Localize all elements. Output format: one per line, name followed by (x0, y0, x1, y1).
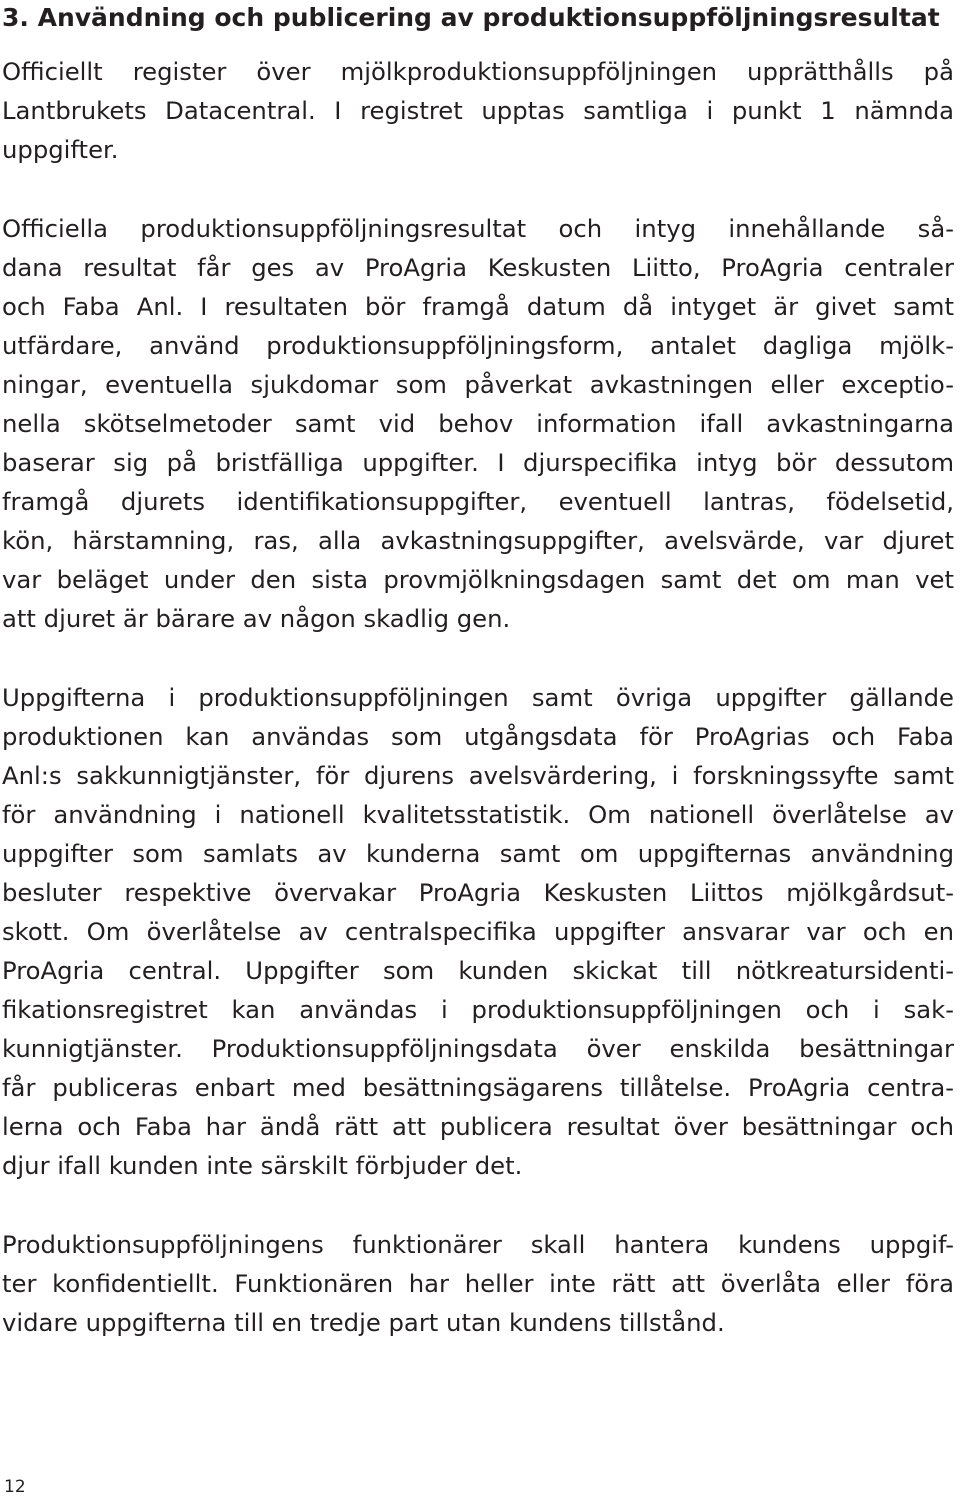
text-line: lerna och Faba har ändå rätt att publicera resultat över besättningar och (2, 1112, 954, 1141)
text-line: fikationsregistret kan användas i produktionsuppföljningen och i sak- (2, 995, 954, 1024)
text-line: Lantbrukets Datacentral. I registret upptas samtliga i punkt 1 nämnda (2, 96, 954, 125)
text-line: var beläget under den sista provmjölkningsdagen samt det om man vet (2, 565, 954, 594)
text-line: utfärdare, använd produktionsuppföljningsform, antalet dagliga mjölk- (2, 331, 954, 360)
text-line: ter konfidentiellt. Funktionären har heller inte rätt att överlåta eller föra (2, 1269, 954, 1298)
paragraph-confidentiality (2, 1225, 954, 1342)
text-line: skott. Om överlåtelse av centralspecifika uppgifter ansvarar var och en (2, 917, 954, 946)
text-line: nella skötselmetoder samt vid behov information ifall avkastningarna (2, 409, 954, 438)
text-line: ningar, eventuella sjukdomar som påverkat avkastningen eller exceptio- (2, 370, 954, 399)
text-line: djur ifall kunden inte särskilt förbjuder det. (2, 1151, 523, 1180)
text-line: kön, härstamning, ras, alla avkastningsuppgifter, avelsvärde, var djuret (2, 526, 954, 555)
section-heading: 3. Användning och publicering av produktionsuppföljningsresultat (2, 3, 940, 32)
text-line: dana resultat får ges av ProAgria Keskusten Liitto, ProAgria centraler (2, 253, 954, 282)
text-line: uppgifter som samlats av kunderna samt om uppgifternas användning (2, 839, 954, 868)
text-line: uppgifter. (2, 135, 119, 164)
text-line: Officiella produktionsuppföljningsresultat och intyg innehållande så- (2, 214, 954, 243)
paragraph-data-usage (2, 678, 954, 1185)
paragraph-register (2, 52, 954, 169)
text-line: att djuret är bärare av någon skadlig gen. (2, 604, 511, 633)
text-line: besluter respektive övervakar ProAgria Keskusten Liittos mjölkgårdsut- (2, 878, 954, 907)
text-line: får publiceras enbart med besättningsägarens tillåtelse. ProAgria centra- (2, 1073, 954, 1102)
text-line: och Faba Anl. I resultaten bör framgå datum då intyget är givet samt (2, 292, 954, 321)
page-number: 12 (4, 1477, 26, 1497)
text-line: framgå djurets identifikationsuppgifter, eventuell lantras, födelsetid, (2, 487, 954, 516)
text-line: Anl:s sakkunnigtjänster, för djurens avelsvärdering, i forskningssyfte samt (2, 761, 954, 790)
text-line: Officiellt register över mjölkproduktionsuppföljningen upprätthålls på (2, 57, 954, 86)
text-line: produktionen kan användas som utgångsdata för ProAgrias och Faba (2, 722, 954, 751)
text-line: vidare uppgifterna till en tredje part utan kundens tillstånd. (2, 1308, 725, 1337)
text-line: Uppgifterna i produktionsuppföljningen samt övriga uppgifter gällande (2, 683, 954, 712)
text-line: baserar sig på bristfälliga uppgifter. I djurspecifika intyg bör dessutom (2, 448, 954, 477)
text-line: ProAgria central. Uppgifter som kunden skickat till nötkreatursidenti- (2, 956, 954, 985)
text-line: för användning i nationell kvalitetsstatistik. Om nationell överlåtelse av (2, 800, 954, 829)
paragraph-official-results (2, 209, 954, 638)
text-line: kunnigtjänster. Produktionsuppföljningsdata över enskilda besättningar (2, 1034, 954, 1063)
text-line: Produktionsuppföljningens funktionärer skall hantera kundens uppgif- (2, 1230, 954, 1259)
